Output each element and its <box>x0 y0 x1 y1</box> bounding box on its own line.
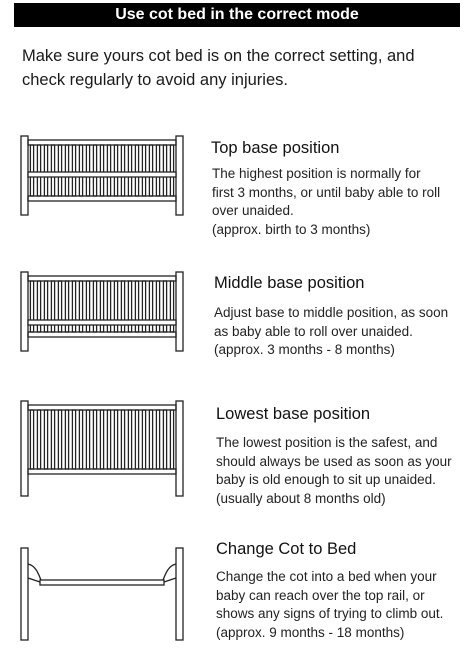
cot-slat <box>44 145 47 196</box>
cot-slat <box>128 145 131 196</box>
cot-top-base-drawing <box>20 132 184 216</box>
section-body: The lowest position is the safest, and should always be used as soon as your baby is old enough to sit up unaided. (usually about 8 months old) <box>216 435 452 506</box>
cot-slat <box>156 145 159 196</box>
cot-slat <box>79 410 82 469</box>
cot-slat <box>37 410 40 469</box>
cot-slat <box>100 145 103 196</box>
cot-slat <box>65 145 68 196</box>
cot-slat <box>149 410 152 469</box>
cot-slat <box>107 145 110 196</box>
cot-slat <box>30 410 33 469</box>
cot-top-base-illustration <box>20 132 184 216</box>
cot-slat <box>135 410 138 469</box>
intro-text: Make sure yours cot bed is on the correct setting, and check regularly to avoid any injuries. <box>22 47 415 89</box>
cot-slat <box>93 145 96 196</box>
cot-slat <box>58 145 61 196</box>
cot-slat <box>44 410 47 469</box>
cot-slat <box>149 145 152 196</box>
cot-slat <box>37 145 40 196</box>
section-heading: Top base position <box>211 139 340 157</box>
cot-middle-base-drawing <box>20 268 184 352</box>
cot-slat <box>72 410 75 469</box>
section-body: The highest position is normally for first 3 months, or until baby able to roll over unaided. (approx. birth to 3 months) <box>212 166 441 237</box>
cot-slat <box>170 410 173 469</box>
cot-slat <box>72 145 75 196</box>
cot-slat <box>142 410 145 469</box>
cot-slat <box>114 410 117 469</box>
cot-slat <box>128 410 131 469</box>
cot-slat <box>121 410 124 469</box>
cot-slat <box>30 145 33 196</box>
section-heading: Change Cot to Bed <box>216 540 357 558</box>
cot-slat <box>86 145 89 196</box>
cot-slat <box>142 145 145 196</box>
cot-slat <box>163 145 166 196</box>
cot-slat <box>135 145 138 196</box>
cot-slat <box>170 145 173 196</box>
section-body: Change the cot into a bed when your baby can reach over the top rail, or shows any signs of trying to climb out. (approx. 9 months - 18 months) <box>216 569 444 640</box>
cot-slat <box>121 145 124 196</box>
cot-slat <box>163 410 166 469</box>
cot-slat <box>107 410 110 469</box>
cot-slat <box>51 145 54 196</box>
cot-slat <box>114 145 117 196</box>
title-banner: Use cot bed in the correct mode <box>14 3 460 27</box>
cot-slat <box>100 410 103 469</box>
cot-slat <box>51 410 54 469</box>
section-heading: Middle base position <box>214 274 365 292</box>
cot-slat <box>79 145 82 196</box>
cot-slat <box>65 410 68 469</box>
cot-slat <box>86 410 89 469</box>
cot-middle-base-illustration <box>20 268 184 352</box>
cot-slat <box>58 410 61 469</box>
bed-drawing <box>20 542 184 642</box>
cot-lowest-base-drawing <box>20 397 184 497</box>
bed-illustration <box>20 542 184 642</box>
section-heading: Lowest base position <box>216 405 371 423</box>
cot-slat <box>93 410 96 469</box>
cot-slat <box>156 410 159 469</box>
section-body: Adjust base to middle position, as soon as baby able to roll over unaided. (approx. 3 months - 8 months) <box>214 305 449 357</box>
cot-lowest-base-illustration <box>20 397 184 497</box>
